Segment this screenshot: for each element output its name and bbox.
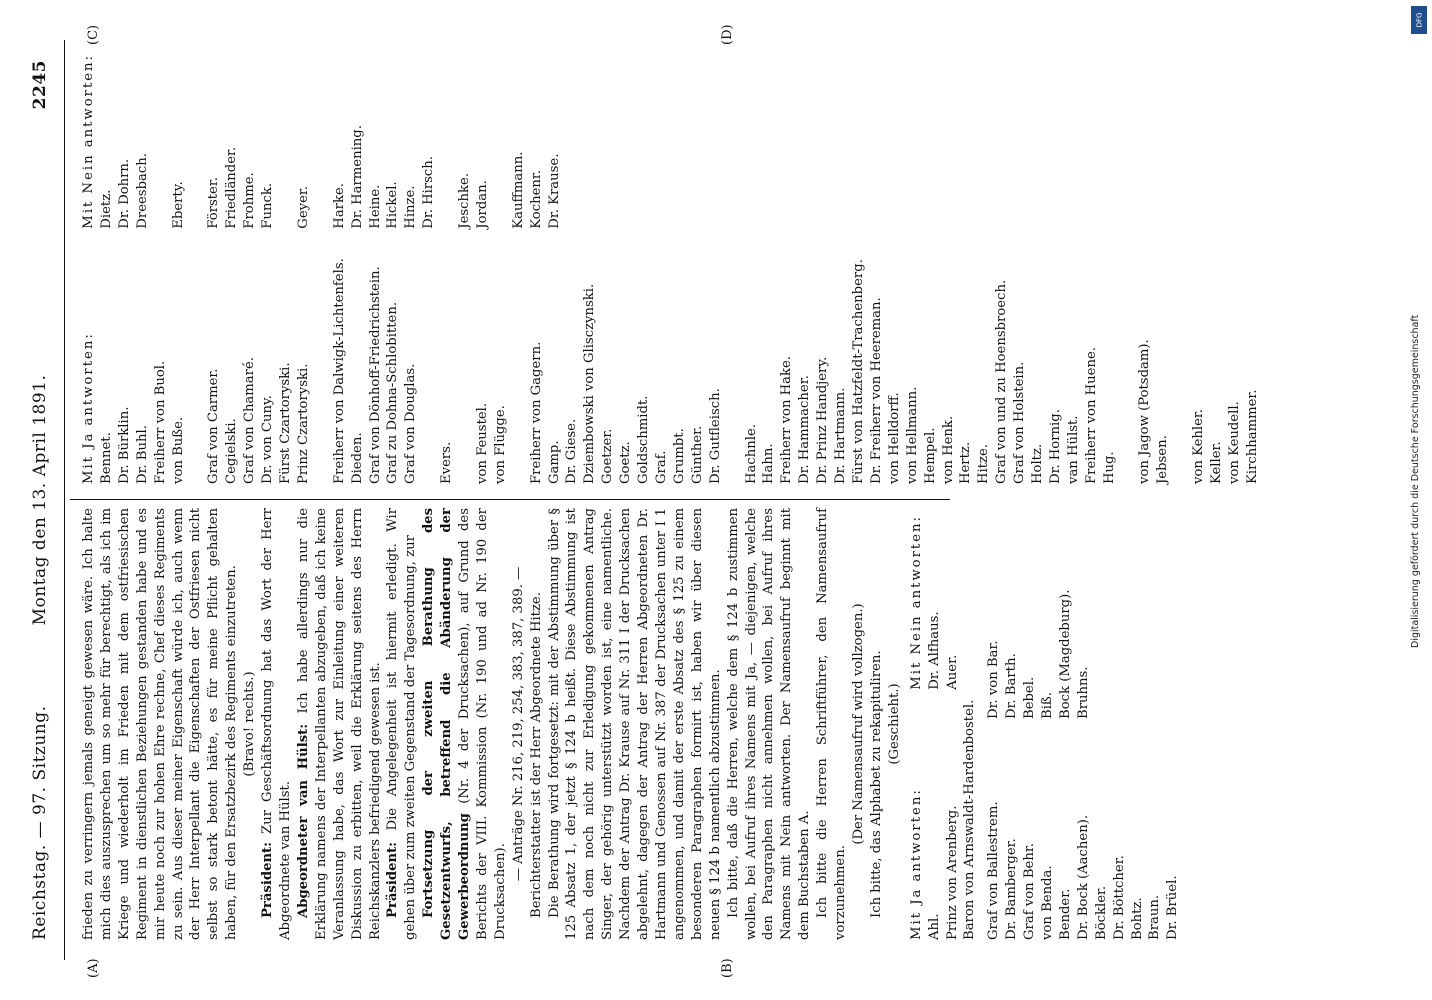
member-name: Dr. Hornig. — [1047, 409, 1063, 484]
member-name: Holtz. — [1030, 443, 1046, 484]
member-name: Dr. Hammacher. — [797, 375, 813, 484]
member-name: Dr. Krause. — [546, 153, 562, 229]
member-name: Jordan. — [474, 180, 490, 229]
member-name: Dr. Barth. — [1004, 653, 1020, 719]
member-name: Dr. Alfhaus. — [926, 611, 942, 690]
member-name: Ahl. — [926, 913, 942, 940]
member-name: Hickel. — [385, 181, 401, 229]
member-name — [187, 235, 205, 484]
member-name: Bock (Magdeburg). — [1057, 589, 1073, 719]
page-number: 2245 — [30, 60, 50, 110]
motions-list: — Anträge Nr. 216, 219, 254, 383, 387, 389. — — [510, 566, 526, 882]
member-name: Freiherr von Huene. — [1083, 347, 1099, 484]
member-name: Dziembowski von Glisczynski. — [582, 283, 598, 484]
member-name: Hug. — [1101, 451, 1117, 484]
member-name: Fürst Czartoryski. — [277, 362, 293, 484]
member-name: Dr. von Bar. — [986, 640, 1002, 719]
member-name: Biß. — [1040, 692, 1056, 719]
member-name: Dr. Bock (Aachen). — [1075, 814, 1091, 940]
nein-list-1 — [908, 508, 980, 690]
member-name: Kauffmann. — [510, 151, 526, 229]
applause-note: (Bravo! rechts.) — [242, 671, 258, 777]
vote-list-left-2 — [985, 508, 1182, 940]
member-name: Freiherr von Buol. — [152, 360, 168, 484]
member-name: Jebsen. — [1155, 435, 1171, 484]
member-name — [1119, 235, 1137, 484]
speaker-label: Präsident: — [260, 841, 276, 918]
member-name: Hahn. — [761, 443, 777, 484]
member-name: Freiherr von Dalwigk-Lichtenfels. — [331, 258, 347, 484]
member-name: Kirchhammer. — [1244, 389, 1260, 484]
member-name: Förster. — [206, 177, 222, 229]
member-name — [187, 54, 205, 229]
member-name: Hachnle. — [743, 424, 759, 484]
member-name: Bender. — [1057, 888, 1073, 940]
left-column — [80, 508, 1182, 940]
column-divider — [70, 499, 950, 500]
member-name: Graf von Chamaré. — [242, 357, 258, 484]
nein-list-2 — [985, 508, 1182, 719]
member-name: Dr. Bürklin. — [116, 406, 132, 484]
margin-mark-c: (C) — [86, 24, 101, 45]
member-name — [152, 54, 170, 229]
header-rule — [64, 40, 65, 960]
member-name: Goetzer. — [600, 428, 616, 484]
ja-list-2 — [985, 729, 1182, 940]
margin-mark-a: (A) — [86, 958, 101, 978]
ja-heading: Mit Ja antworten: — [81, 332, 96, 484]
member-name — [313, 54, 331, 229]
member-name — [1172, 235, 1190, 484]
member-name: Goldschmidt. — [636, 395, 652, 484]
member-name: Dr. Freiherr von Heereman. — [868, 297, 884, 484]
dfg-logo: DFG — [1411, 6, 1427, 34]
member-name: Jeschke. — [457, 172, 473, 229]
member-name: Graf von Dönhoff-Friedrichstein. — [367, 266, 383, 484]
paragraph: Ich bitte, daß die Herren, welche dem § 124 b zustimmen wollen, bei Aufruf ihres Namens mit Ja, — diejenigen, welche den Paragraphen nicht annehmen wollen, bei Aufruf ihres Namens mit Nein antworten. Der Namensaufruf beginnt mit dem Buchstaben A. — [725, 508, 813, 940]
vote-list-left — [908, 508, 980, 940]
nein-list-right — [80, 54, 1262, 229]
member-name: Keller. — [1209, 441, 1225, 484]
paragraph: Ich habe allerdings nur die Erklärung namens der Interpellanten abzugeben, daß ich keine Veranlassung habe, das Wort zur Einleitung einer weiteren Diskussion zu erbitten, weil die Erklärung seitens des Herrn Reichskanzlers befriedigend gewesen ist. — [295, 508, 383, 940]
member-name: Auer. — [944, 654, 960, 690]
paragraph: Ich bitte, das Alphabet zu rekapituliren. — [868, 650, 884, 918]
member-name: Dr. Bamberger. — [1004, 838, 1020, 940]
margin-mark-d: (D) — [720, 24, 735, 45]
member-name — [725, 235, 743, 484]
member-name — [313, 235, 331, 484]
member-name: Hempel. — [922, 427, 938, 484]
member-name: Baron von Arnswaldt-Hardenbostel. — [962, 699, 978, 940]
member-name: Dr. Harmening. — [349, 125, 365, 229]
member-name: Eberty. — [170, 181, 186, 229]
header-left: Reichstag. — 97. Sitzung. — [30, 705, 50, 940]
paragraph: Zur Geschäftsordnung hat das Wort der Herr Abgeordnete van Hülst. — [260, 508, 293, 940]
member-name: Dreesbach. — [134, 153, 150, 229]
paragraph: Berichterstatter ist der Herr Abgeordnete Hitze. — [528, 592, 544, 918]
margin-mark-b: (B) — [720, 958, 735, 978]
member-name: Prinz von Arenberg. — [944, 805, 960, 940]
member-name: Kochenr. — [528, 170, 544, 229]
member-name: Graf von Behr. — [1022, 843, 1038, 940]
member-name: von Helldorff. — [886, 392, 902, 484]
member-name: Funck. — [260, 182, 276, 229]
member-name: von Keudell. — [1227, 401, 1242, 484]
member-name: von Jagow (Potsdam). — [1137, 339, 1153, 484]
nein-heading: Mit Nein antworten: — [81, 54, 96, 229]
member-name: von Benda. — [1040, 865, 1056, 940]
ja-heading: Mit Ja antworten: — [908, 788, 924, 940]
member-name: Frohme. — [242, 172, 258, 229]
paragraph: frieden zu verringern jemals geneigt gewesen wäre. Ich halte mich dies auszusprechen um so mehr für berechtigt, als ich im Kriege und wiederholt im Frieden mit dem ostfriesischen Regiment in dienstlichen Beziehungen gestanden habe und es mir heute noch zur hohen Ehre rechne, Chef dieses Regiments zu sein. Aus dieser meiner Eigenschaft würde ich, auch wenn der Herr Interpellant die Eigenschaften der Ostfriesen nicht selbst so stark betont hätte, es für meine Pflicht gehalten haben, für den Ersatzbezirk des Regiments einzutreten. — [81, 508, 240, 940]
paragraph: (Nr. 4 der Drucksachen), auf Grund des Berichts der VIII. Kommission (Nr. 190 und ad Nr. 190 der Drucksachen). — [457, 508, 508, 940]
member-name — [277, 54, 295, 229]
member-name: von Hellmann. — [904, 386, 920, 484]
member-name: Bruhns. — [1075, 666, 1091, 719]
member-name: Freiherr von Gagern. — [528, 341, 544, 484]
speaker-label: Präsident: — [385, 841, 401, 918]
member-name: Prinz Czartoryski. — [295, 363, 311, 484]
member-name: Goetz. — [618, 441, 634, 484]
member-name: Dr. Prinz Handjery. — [815, 356, 831, 484]
member-name: Graf von Douglas. — [403, 363, 419, 484]
member-name: Günther. — [689, 425, 705, 484]
member-name: Bebel. — [1022, 676, 1038, 719]
header-date: Montag den 13. April 1891. — [30, 374, 50, 626]
member-name: von Buße. — [170, 416, 186, 484]
member-name: Harke. — [331, 183, 347, 229]
member-name: Graf zu Dohna-Schlobitten. — [385, 301, 401, 484]
member-name: Dr. Dohrn. — [116, 158, 132, 229]
member-name: von Flügge. — [492, 405, 508, 484]
member-name: Graf von Ballestrem. — [986, 801, 1002, 940]
paragraph: Die Angelegenheit ist hiermit erledigt. Wir gehen über zum zweiten Gegenstand der Tagesordnung, zur — [385, 508, 419, 940]
member-name: Dr. Gutfleisch. — [707, 388, 723, 484]
member-name: Dr. Hartmann. — [833, 387, 849, 484]
member-name: Grumbt. — [671, 428, 687, 484]
member-name: von Kehler. — [1191, 409, 1207, 484]
right-column — [80, 54, 1262, 484]
digitization-note — [1408, 8, 1428, 998]
member-name: Hertz. — [958, 441, 974, 484]
member-name: Böckler. — [1093, 885, 1109, 940]
page-header — [22, 0, 56, 1000]
member-name — [492, 54, 510, 229]
member-name: Dieden. — [349, 432, 365, 484]
member-name: von Henk. — [940, 415, 956, 484]
member-name: Dr. Brüel. — [1165, 875, 1181, 940]
paragraph: Die Berathung wird fortgesetzt: mit der Abstimmung über § 125 Absatz 1, der jetzt § 124 b heißt. Diese Abstimmung ist nach dem noch nicht zur Erledigung gekommenen Antrag Singer, der gehörig unterstützt worden ist, eine namentliche. Nachdem der Antrag Dr. Krause auf Nr. 311 I der Drucksachen abgelehnt, dagegen der Antrag der Herren Abgeordneten Dr. Hartmann und Genossen auf Nr. 387 der Drucksachen unter I 1 angenommen, und damit der erste Absatz des § 125 zu einem besonderen Paragraphen formirt ist, haben wir über diesen neuen § 124 b namentlich abzustimmen. — [546, 508, 723, 940]
member-name — [510, 235, 528, 484]
stage-note: (Geschieht.) — [886, 683, 902, 765]
member-name: Hinze. — [403, 185, 419, 229]
member-name — [456, 235, 474, 484]
member-name: Cegielski. — [224, 418, 240, 484]
member-name: Geyer. — [295, 186, 311, 229]
vote-list-right — [80, 54, 1262, 484]
member-name: von Feustel. — [474, 402, 490, 484]
stage-note: (Der Namensaufruf wird vollzogen.) — [850, 603, 866, 845]
member-name: Freiherr von Hake. — [779, 356, 795, 484]
member-name: Dr. Hirsch. — [421, 156, 437, 229]
member-name: Gamp. — [546, 440, 562, 484]
member-name: Dietz. — [98, 189, 114, 229]
speaker-label: Abgeordneter van Hülst: — [295, 723, 311, 918]
agenda-item-title: Fortsetzung der zweiten Berathung des Gesetzentwurfs, betreffend die Abänderung der Gewerbeordnung — [421, 508, 473, 940]
member-name: Dr. Giese. — [564, 418, 580, 484]
nein-heading: Mit Nein antworten: — [908, 515, 924, 690]
member-name: van Hülst. — [1065, 415, 1081, 484]
digitization-text: Digitalisierung gefördert durch die Deutsche Forschungsgemeinschaft — [1410, 314, 1421, 648]
member-name: Friedländer. — [224, 146, 240, 229]
member-name — [438, 54, 456, 229]
member-name: Bennet. — [98, 432, 114, 484]
member-name: Dr. von Cuny. — [260, 395, 276, 484]
member-name: Evers. — [439, 441, 455, 484]
member-name: Braun. — [1147, 894, 1163, 940]
member-name: Fürst von Hatzfeldt-Trachenberg. — [850, 259, 866, 484]
member-name: Heine. — [367, 184, 383, 229]
member-name: Dr. Buhl. — [134, 425, 150, 484]
member-name: Graf von Carmer. — [206, 368, 222, 484]
paragraph: Ich bitte die Herren Schriftführer, den Namensaufruf vorzunehmen. — [815, 508, 849, 940]
member-name — [420, 235, 438, 484]
member-name: Graf von Holstein. — [1012, 361, 1028, 484]
member-name: Dr. Böttcher. — [1111, 855, 1127, 940]
member-name: Graf. — [654, 450, 669, 484]
member-name: Hitze. — [976, 444, 992, 484]
member-name: Graf von und zu Hoensbroech. — [994, 279, 1010, 484]
ja-list-right — [80, 235, 1262, 484]
ja-list-1 — [908, 700, 980, 940]
member-name: Bohtz. — [1129, 897, 1145, 940]
